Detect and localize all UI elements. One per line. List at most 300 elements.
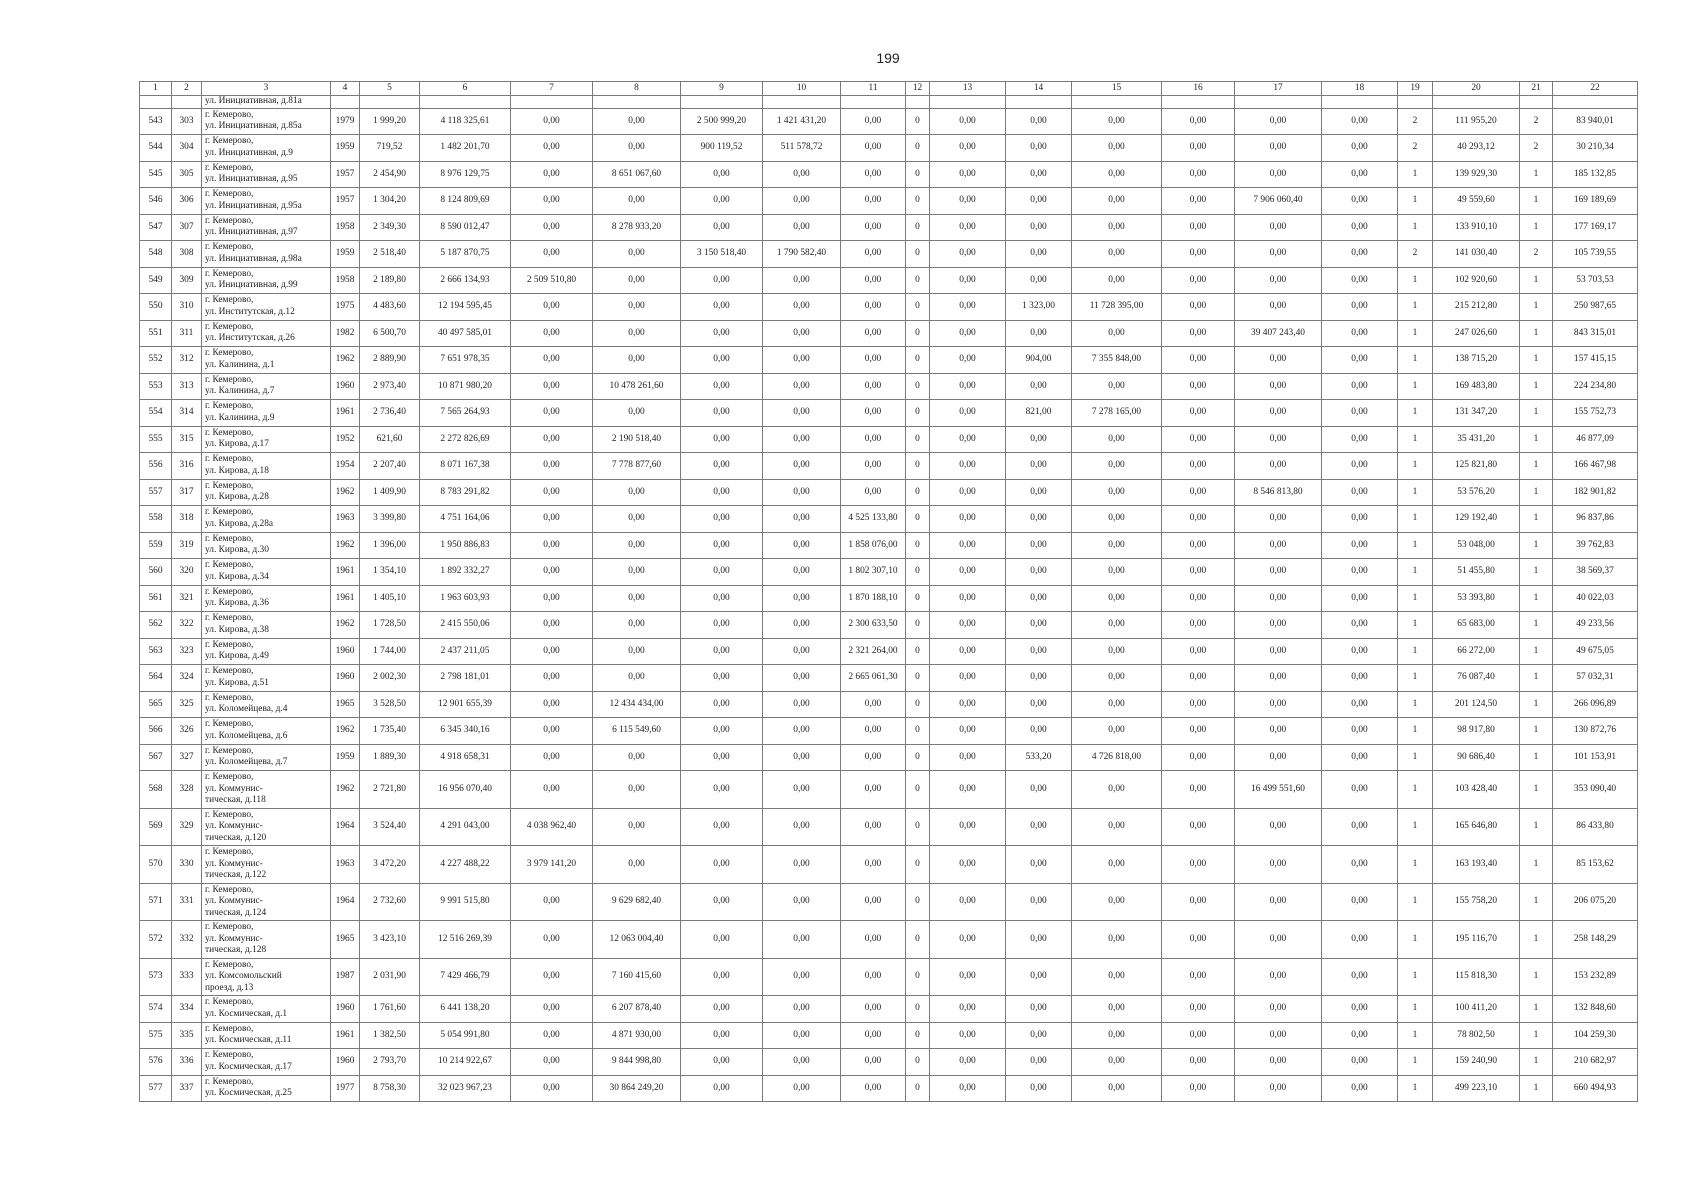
address-line: г. Кемерово, bbox=[205, 809, 254, 820]
cost-col-8-cell: 0,00 bbox=[593, 135, 681, 162]
cost-col-20-cell: 102 920,60 bbox=[1433, 267, 1520, 294]
cost-col-22-cell: 206 075,20 bbox=[1553, 883, 1638, 921]
address-line: г. Кемерово, bbox=[205, 884, 254, 895]
volume-col-14-cell: 0,00 bbox=[1006, 267, 1072, 294]
cost-col-22-cell: 53 703,53 bbox=[1553, 267, 1638, 294]
cost-col-11-cell: 0,00 bbox=[841, 1022, 906, 1049]
object-id-cell: 308 bbox=[172, 241, 202, 268]
address-line: г. Кемерово, bbox=[205, 189, 254, 200]
address-cell bbox=[202, 638, 331, 665]
cost-col-10-cell: 0,00 bbox=[763, 267, 841, 294]
cost-col-20-cell: 78 802,50 bbox=[1433, 1022, 1520, 1049]
cost-col-9-cell: 0,00 bbox=[681, 1049, 763, 1076]
address-line: тическая, д.122 bbox=[205, 870, 267, 880]
year-built-cell: 1960 bbox=[331, 638, 360, 665]
cost-col-16-cell: 0,00 bbox=[1162, 559, 1235, 586]
cost-col-13-cell: 0,00 bbox=[930, 161, 1006, 188]
cost-col-13-cell: 0,00 bbox=[930, 1022, 1006, 1049]
cost-col-20-cell: 51 455,80 bbox=[1433, 559, 1520, 586]
object-id-cell: 311 bbox=[172, 320, 202, 347]
column-number-cell: 17 bbox=[1235, 82, 1322, 96]
cost-col-11-cell: 1 802 307,10 bbox=[841, 559, 906, 586]
row-number-cell: 546 bbox=[140, 188, 172, 215]
cost-col-8-cell: 4 871 930,00 bbox=[593, 1022, 681, 1049]
page-number: 199 bbox=[876, 50, 900, 66]
column-number-cell: 18 bbox=[1322, 82, 1398, 96]
table-row bbox=[140, 1049, 1638, 1076]
row-number-cell: 575 bbox=[140, 1022, 172, 1049]
column-number-cell: 9 bbox=[681, 82, 763, 96]
area-cell: 3 528,50 bbox=[360, 691, 420, 718]
cost-col-8-cell: 0,00 bbox=[593, 808, 681, 846]
total-cost-cell: 4 118 325,61 bbox=[420, 108, 511, 135]
cost-col-16-cell: 0,00 bbox=[1162, 267, 1235, 294]
cost-col-11-cell: 0,00 bbox=[841, 479, 906, 506]
year-built-cell: 1982 bbox=[331, 320, 360, 347]
cost-col-15-cell: 0,00 bbox=[1072, 808, 1162, 846]
cost-col-16-cell: 0,00 bbox=[1162, 921, 1235, 959]
object-id-cell: 318 bbox=[172, 506, 202, 533]
row-number-cell: 548 bbox=[140, 241, 172, 268]
cost-col-10-cell: 0,00 bbox=[763, 1049, 841, 1076]
total-cost-cell: 8 071 167,38 bbox=[420, 453, 511, 480]
count-col-19-cell: 1 bbox=[1398, 294, 1433, 321]
cost-col-13-cell: 0,00 bbox=[930, 638, 1006, 665]
area-cell: 1 405,10 bbox=[360, 585, 420, 612]
address-line: тическая, д.120 bbox=[205, 832, 267, 843]
cost-col-20-cell: 201 124,50 bbox=[1433, 691, 1520, 718]
area-cell: 2 721,80 bbox=[360, 771, 420, 809]
cost-col-17-cell: 0,00 bbox=[1235, 1075, 1322, 1102]
table-row bbox=[140, 294, 1638, 321]
count-col-21-cell: 1 bbox=[1520, 921, 1553, 959]
cost-col-18-cell: 0,00 bbox=[1322, 214, 1398, 241]
cost-col-16-cell: 0,00 bbox=[1162, 347, 1235, 374]
address-line: ул. Калинина, д.9 bbox=[205, 412, 275, 423]
address-line: ул. Кирова, д.49 bbox=[205, 651, 269, 662]
area-cell: 4 483,60 bbox=[360, 294, 420, 321]
cost-col-20-cell: 98 917,80 bbox=[1433, 718, 1520, 745]
cost-col-7-cell: 0,00 bbox=[511, 373, 593, 400]
year-built-cell: 1962 bbox=[331, 479, 360, 506]
cost-col-20-cell: 90 686,40 bbox=[1433, 744, 1520, 771]
cost-col-18-cell: 0,00 bbox=[1322, 1049, 1398, 1076]
address-cell bbox=[202, 718, 331, 745]
cost-col-9-cell: 0,00 bbox=[681, 958, 763, 996]
cost-col-7-cell: 0,00 bbox=[511, 241, 593, 268]
count-col-12-cell: 0 bbox=[906, 532, 930, 559]
cost-col-15-cell: 0,00 bbox=[1072, 1049, 1162, 1076]
cost-col-11-cell: 0,00 bbox=[841, 771, 906, 809]
cost-col-10-cell: 0,00 bbox=[763, 479, 841, 506]
cost-col-8-cell: 0,00 bbox=[593, 665, 681, 692]
cost-col-16-cell: 0,00 bbox=[1162, 638, 1235, 665]
total-cost-cell: 16 956 070,40 bbox=[420, 771, 511, 809]
cost-col-7-cell: 0,00 bbox=[511, 161, 593, 188]
cost-col-22-cell: 660 494,93 bbox=[1553, 1075, 1638, 1102]
total-cost-cell: 12 194 595,45 bbox=[420, 294, 511, 321]
total-cost-cell: 12 901 655,39 bbox=[420, 691, 511, 718]
count-col-21-cell: 1 bbox=[1520, 612, 1553, 639]
count-col-21-cell: 1 bbox=[1520, 1075, 1553, 1102]
cost-col-8-cell: 0,00 bbox=[593, 241, 681, 268]
address-line: ул. Коммунис- bbox=[205, 821, 263, 831]
cost-col-11-cell: 0,00 bbox=[841, 996, 906, 1023]
address-line: ул. Инициативная, д.97 bbox=[205, 227, 298, 238]
volume-col-14-cell: 0,00 bbox=[1006, 532, 1072, 559]
cost-col-8-cell: 0,00 bbox=[593, 846, 681, 884]
cost-col-13-cell: 0,00 bbox=[930, 188, 1006, 215]
cost-col-7-cell: 0,00 bbox=[511, 1075, 593, 1102]
cost-col-22-cell: 166 467,98 bbox=[1553, 453, 1638, 480]
cost-col-9-cell: 0,00 bbox=[681, 638, 763, 665]
address-line: г. Кемерово, bbox=[205, 1050, 254, 1061]
year-built-cell: 1959 bbox=[331, 241, 360, 268]
address-cell bbox=[202, 267, 331, 294]
cost-col-17-cell: 0,00 bbox=[1235, 373, 1322, 400]
count-col-12-cell: 0 bbox=[906, 559, 930, 586]
count-col-19-cell: 1 bbox=[1398, 1049, 1433, 1076]
address-line: ул. Калинина, д.1 bbox=[205, 359, 275, 370]
table-row bbox=[140, 241, 1638, 268]
table-row bbox=[140, 638, 1638, 665]
cost-col-15-cell: 0,00 bbox=[1072, 883, 1162, 921]
cost-col-13-cell: 0,00 bbox=[930, 479, 1006, 506]
count-col-21-cell: 1 bbox=[1520, 996, 1553, 1023]
count-col-19-cell: 1 bbox=[1398, 846, 1433, 884]
table-row bbox=[140, 347, 1638, 374]
cost-col-22-cell: 104 259,30 bbox=[1553, 1022, 1638, 1049]
count-col-21-cell: 1 bbox=[1520, 771, 1553, 809]
cost-col-20-cell: 499 223,10 bbox=[1433, 1075, 1520, 1102]
count-col-21-cell: 1 bbox=[1520, 347, 1553, 374]
total-cost-cell: 2 437 211,05 bbox=[420, 638, 511, 665]
count-col-12-cell: 0 bbox=[906, 665, 930, 692]
address-cell bbox=[202, 320, 331, 347]
cost-col-13-cell: 0,00 bbox=[930, 241, 1006, 268]
count-col-12-cell: 0 bbox=[906, 958, 930, 996]
cost-col-7-cell: 0,00 bbox=[511, 883, 593, 921]
table-row bbox=[140, 161, 1638, 188]
column-number-cell: 22 bbox=[1553, 82, 1638, 96]
cost-col-13-cell: 0,00 bbox=[930, 744, 1006, 771]
table-row bbox=[140, 846, 1638, 884]
table-row bbox=[140, 718, 1638, 745]
address-cell bbox=[202, 771, 331, 809]
cost-col-15-cell: 0,00 bbox=[1072, 638, 1162, 665]
table-row bbox=[140, 958, 1638, 996]
cost-col-18-cell: 0,00 bbox=[1322, 241, 1398, 268]
year-built-cell: 1987 bbox=[331, 958, 360, 996]
address-line: ул. Кирова, д.30 bbox=[205, 545, 269, 556]
address-cell bbox=[202, 921, 331, 959]
cost-col-13-cell: 0,00 bbox=[930, 808, 1006, 846]
cost-col-18-cell: 0,00 bbox=[1322, 188, 1398, 215]
cost-col-9-cell: 0,00 bbox=[681, 214, 763, 241]
cost-col-16-cell: 0,00 bbox=[1162, 665, 1235, 692]
cost-col-10-cell: 0,00 bbox=[763, 214, 841, 241]
row-number-cell: 565 bbox=[140, 691, 172, 718]
cost-col-11-cell: 0,00 bbox=[841, 883, 906, 921]
count-col-12-cell: 0 bbox=[906, 638, 930, 665]
cost-col-13-cell: 0,00 bbox=[930, 453, 1006, 480]
table-body bbox=[140, 82, 1638, 1102]
address-cell bbox=[202, 883, 331, 921]
count-col-19-cell: 2 bbox=[1398, 108, 1433, 135]
count-col-12-cell: 0 bbox=[906, 585, 930, 612]
volume-col-14-cell: 0,00 bbox=[1006, 665, 1072, 692]
cost-col-18-cell: 0,00 bbox=[1322, 453, 1398, 480]
volume-col-14-cell: 0,00 bbox=[1006, 108, 1072, 135]
cost-col-15-cell: 0,00 bbox=[1072, 958, 1162, 996]
area-cell: 1 744,00 bbox=[360, 638, 420, 665]
object-id-cell: 330 bbox=[172, 846, 202, 884]
year-built-cell: 1965 bbox=[331, 691, 360, 718]
address-line: ул. Коломейцева, д.6 bbox=[205, 730, 288, 741]
address-line: г. Кемерово, bbox=[205, 533, 254, 544]
cost-col-18-cell: 0,00 bbox=[1322, 883, 1398, 921]
object-id-cell: 312 bbox=[172, 347, 202, 374]
cost-col-7-cell: 0,00 bbox=[511, 585, 593, 612]
cost-col-22-cell: 46 877,09 bbox=[1553, 426, 1638, 453]
count-col-21-cell: 1 bbox=[1520, 846, 1553, 884]
cost-col-22-cell: 353 090,40 bbox=[1553, 771, 1638, 809]
cost-col-9-cell: 0,00 bbox=[681, 559, 763, 586]
cost-col-22-cell: 155 752,73 bbox=[1553, 400, 1638, 427]
empty-cell bbox=[593, 96, 681, 109]
table-row bbox=[140, 320, 1638, 347]
count-col-19-cell: 1 bbox=[1398, 771, 1433, 809]
cost-col-16-cell: 0,00 bbox=[1162, 453, 1235, 480]
cost-col-8-cell: 9 629 682,40 bbox=[593, 883, 681, 921]
cost-col-16-cell: 0,00 bbox=[1162, 479, 1235, 506]
cost-col-13-cell: 0,00 bbox=[930, 921, 1006, 959]
total-cost-cell: 6 345 340,16 bbox=[420, 718, 511, 745]
address-line: г. Кемерово, bbox=[205, 109, 254, 120]
cost-col-16-cell: 0,00 bbox=[1162, 532, 1235, 559]
cost-col-11-cell: 2 665 061,30 bbox=[841, 665, 906, 692]
object-id-cell: 337 bbox=[172, 1075, 202, 1102]
cost-col-22-cell: 49 233,56 bbox=[1553, 612, 1638, 639]
cost-col-13-cell: 0,00 bbox=[930, 718, 1006, 745]
address-line: ул. Коммунис- bbox=[205, 896, 263, 906]
cost-col-7-cell: 4 038 962,40 bbox=[511, 808, 593, 846]
address-line: ул. Кирова, д.28 bbox=[205, 492, 269, 503]
volume-col-14-cell: 0,00 bbox=[1006, 808, 1072, 846]
cost-col-11-cell: 0,00 bbox=[841, 294, 906, 321]
address-cell bbox=[202, 532, 331, 559]
count-col-12-cell: 0 bbox=[906, 294, 930, 321]
row-number-cell: 557 bbox=[140, 479, 172, 506]
cost-col-15-cell: 0,00 bbox=[1072, 921, 1162, 959]
count-col-21-cell: 1 bbox=[1520, 958, 1553, 996]
address-line: ул. Кирова, д.51 bbox=[205, 677, 269, 688]
row-number-cell: 556 bbox=[140, 453, 172, 480]
area-cell: 2 031,90 bbox=[360, 958, 420, 996]
cost-col-17-cell: 0,00 bbox=[1235, 400, 1322, 427]
cost-col-8-cell: 10 478 261,60 bbox=[593, 373, 681, 400]
address-line: г. Кемерово, bbox=[205, 772, 254, 782]
cost-col-13-cell: 0,00 bbox=[930, 1049, 1006, 1076]
row-number-cell: 573 bbox=[140, 958, 172, 996]
cost-col-7-cell: 3 979 141,20 bbox=[511, 846, 593, 884]
cost-col-15-cell: 0,00 bbox=[1072, 161, 1162, 188]
cost-col-9-cell: 0,00 bbox=[681, 267, 763, 294]
cost-col-16-cell: 0,00 bbox=[1162, 883, 1235, 921]
cost-col-22-cell: 86 433,80 bbox=[1553, 808, 1638, 846]
row-number-cell: 571 bbox=[140, 883, 172, 921]
total-cost-cell: 2 798 181,01 bbox=[420, 665, 511, 692]
cost-col-7-cell: 0,00 bbox=[511, 996, 593, 1023]
cost-col-11-cell: 0,00 bbox=[841, 347, 906, 374]
table-row bbox=[140, 214, 1638, 241]
volume-col-14-cell: 0,00 bbox=[1006, 1049, 1072, 1076]
count-col-12-cell: 0 bbox=[906, 479, 930, 506]
total-cost-cell: 5 187 870,75 bbox=[420, 241, 511, 268]
count-col-12-cell: 0 bbox=[906, 1075, 930, 1102]
cost-col-18-cell: 0,00 bbox=[1322, 532, 1398, 559]
address-line: г. Кемерово, bbox=[205, 1023, 254, 1034]
cost-col-13-cell: 0,00 bbox=[930, 373, 1006, 400]
year-built-cell: 1975 bbox=[331, 294, 360, 321]
count-col-21-cell: 1 bbox=[1520, 400, 1553, 427]
total-cost-cell: 9 991 515,80 bbox=[420, 883, 511, 921]
total-cost-cell: 2 415 550,06 bbox=[420, 612, 511, 639]
count-col-12-cell: 0 bbox=[906, 108, 930, 135]
cost-col-17-cell: 16 499 551,60 bbox=[1235, 771, 1322, 809]
cost-col-7-cell: 2 509 510,80 bbox=[511, 267, 593, 294]
object-id-cell: 309 bbox=[172, 267, 202, 294]
column-number-cell: 21 bbox=[1520, 82, 1553, 96]
year-built-cell: 1961 bbox=[331, 585, 360, 612]
row-number-cell: 570 bbox=[140, 846, 172, 884]
cost-col-8-cell: 0,00 bbox=[593, 347, 681, 374]
area-cell: 2 889,90 bbox=[360, 347, 420, 374]
cost-col-20-cell: 195 116,70 bbox=[1433, 921, 1520, 959]
column-number-cell: 19 bbox=[1398, 82, 1433, 96]
total-cost-cell: 4 918 658,31 bbox=[420, 744, 511, 771]
cost-col-16-cell: 0,00 bbox=[1162, 426, 1235, 453]
cost-col-10-cell: 511 578,72 bbox=[763, 135, 841, 162]
row-number-cell: 559 bbox=[140, 532, 172, 559]
address-line: ул. Кирова, д.17 bbox=[205, 439, 269, 450]
year-built-cell: 1961 bbox=[331, 1022, 360, 1049]
cost-col-10-cell: 0,00 bbox=[763, 532, 841, 559]
address-line: г. Кемерово, bbox=[205, 427, 254, 438]
count-col-12-cell: 0 bbox=[906, 691, 930, 718]
cost-col-8-cell: 8 278 933,20 bbox=[593, 214, 681, 241]
address-line: ул. Космическая, д.1 bbox=[205, 1008, 288, 1019]
total-cost-cell: 6 441 138,20 bbox=[420, 996, 511, 1023]
cost-col-18-cell: 0,00 bbox=[1322, 771, 1398, 809]
cost-col-9-cell: 0,00 bbox=[681, 479, 763, 506]
cost-col-9-cell: 0,00 bbox=[681, 585, 763, 612]
area-cell: 2 973,40 bbox=[360, 373, 420, 400]
column-number-cell: 2 bbox=[172, 82, 202, 96]
year-built-cell: 1960 bbox=[331, 996, 360, 1023]
empty-cell bbox=[420, 96, 511, 109]
count-col-21-cell: 1 bbox=[1520, 1022, 1553, 1049]
empty-cell bbox=[930, 96, 1006, 109]
cost-col-10-cell: 0,00 bbox=[763, 373, 841, 400]
cost-col-17-cell: 0,00 bbox=[1235, 241, 1322, 268]
empty-cell bbox=[1162, 96, 1235, 109]
cost-col-10-cell: 0,00 bbox=[763, 808, 841, 846]
count-col-19-cell: 1 bbox=[1398, 426, 1433, 453]
cost-col-16-cell: 0,00 bbox=[1162, 612, 1235, 639]
cost-col-22-cell: 132 848,60 bbox=[1553, 996, 1638, 1023]
cost-col-16-cell: 0,00 bbox=[1162, 846, 1235, 884]
cost-col-15-cell: 7 278 165,00 bbox=[1072, 400, 1162, 427]
year-built-cell: 1960 bbox=[331, 665, 360, 692]
count-col-12-cell: 0 bbox=[906, 612, 930, 639]
count-col-19-cell: 1 bbox=[1398, 996, 1433, 1023]
count-col-19-cell: 1 bbox=[1398, 718, 1433, 745]
cost-col-9-cell: 0,00 bbox=[681, 1022, 763, 1049]
volume-col-14-cell: 0,00 bbox=[1006, 479, 1072, 506]
cost-col-22-cell: 157 415,15 bbox=[1553, 347, 1638, 374]
year-built-cell: 1952 bbox=[331, 426, 360, 453]
object-id-cell: 320 bbox=[172, 559, 202, 586]
address-cell bbox=[202, 294, 331, 321]
volume-col-14-cell: 0,00 bbox=[1006, 1022, 1072, 1049]
cost-col-11-cell: 0,00 bbox=[841, 108, 906, 135]
cost-col-20-cell: 215 212,80 bbox=[1433, 294, 1520, 321]
continuation-address: ул. Инициативная, д.81а bbox=[202, 96, 331, 109]
volume-col-14-cell: 0,00 bbox=[1006, 718, 1072, 745]
address-line: ул. Комсомольский bbox=[205, 971, 282, 981]
cost-col-18-cell: 0,00 bbox=[1322, 846, 1398, 884]
address-cell bbox=[202, 1075, 331, 1102]
row-number-cell: 549 bbox=[140, 267, 172, 294]
count-col-12-cell: 0 bbox=[906, 320, 930, 347]
count-col-12-cell: 0 bbox=[906, 161, 930, 188]
table-row bbox=[140, 188, 1638, 215]
cost-col-10-cell: 0,00 bbox=[763, 958, 841, 996]
cost-col-22-cell: 843 315,01 bbox=[1553, 320, 1638, 347]
volume-col-14-cell: 0,00 bbox=[1006, 373, 1072, 400]
table-row bbox=[140, 744, 1638, 771]
cost-col-20-cell: 169 483,80 bbox=[1433, 373, 1520, 400]
volume-col-14-cell: 1 323,00 bbox=[1006, 294, 1072, 321]
object-id-cell: 321 bbox=[172, 585, 202, 612]
row-number-cell: 564 bbox=[140, 665, 172, 692]
total-cost-cell: 10 871 980,20 bbox=[420, 373, 511, 400]
cost-col-17-cell: 0,00 bbox=[1235, 883, 1322, 921]
address-cell bbox=[202, 808, 331, 846]
volume-col-14-cell: 904,00 bbox=[1006, 347, 1072, 374]
cost-col-16-cell: 0,00 bbox=[1162, 161, 1235, 188]
year-built-cell: 1959 bbox=[331, 744, 360, 771]
cost-col-17-cell: 0,00 bbox=[1235, 744, 1322, 771]
address-line: ул. Инициативная, д.99 bbox=[205, 280, 298, 291]
address-line: г. Кемерово, bbox=[205, 321, 254, 332]
cost-col-20-cell: 35 431,20 bbox=[1433, 426, 1520, 453]
cost-col-10-cell: 0,00 bbox=[763, 453, 841, 480]
cost-col-17-cell: 0,00 bbox=[1235, 559, 1322, 586]
cost-col-7-cell: 0,00 bbox=[511, 1022, 593, 1049]
cost-col-17-cell: 0,00 bbox=[1235, 1022, 1322, 1049]
cost-col-18-cell: 0,00 bbox=[1322, 108, 1398, 135]
cost-col-15-cell: 0,00 bbox=[1072, 559, 1162, 586]
cost-col-16-cell: 0,00 bbox=[1162, 135, 1235, 162]
count-col-19-cell: 1 bbox=[1398, 585, 1433, 612]
address-line: г. Кемерово, bbox=[205, 692, 254, 703]
year-built-cell: 1958 bbox=[331, 267, 360, 294]
cost-col-10-cell: 0,00 bbox=[763, 559, 841, 586]
cost-col-17-cell: 0,00 bbox=[1235, 996, 1322, 1023]
empty-cell bbox=[331, 96, 360, 109]
